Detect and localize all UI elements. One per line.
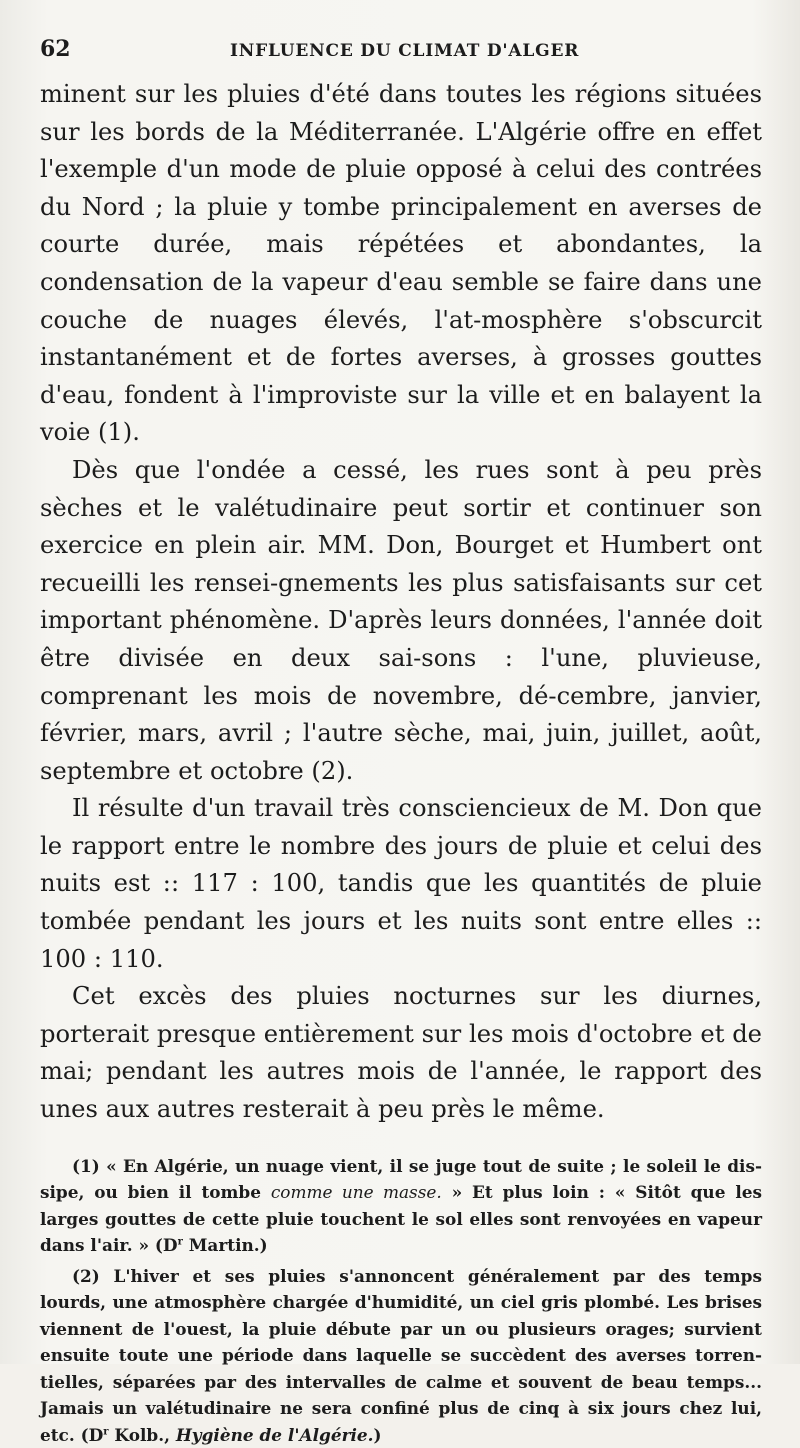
footnote-1-text-c: Martin.): [182, 1235, 268, 1256]
running-title: INFLUENCE DU CLIMAT D'ALGER: [230, 41, 580, 61]
body-text: [40, 76, 762, 1129]
page-header: [40, 36, 762, 70]
paragraph-3: Il résulte d'un travail très consciencieux de M. Don que le rapport entre le nombre des jours de pluie et celui des nuits est :: 117 : 100, tandis que les quantités de pluie tombée pendant les jours et les nuits sont entre elles :: 100 : 110.: [40, 794, 762, 973]
footnote-2-superscript: r: [103, 1426, 109, 1437]
footnote-2: [40, 1263, 762, 1448]
paragraph-4: Cet excès des pluies nocturnes sur les diurnes, porterait presque entièrement sur les mois d'octobre et de mai; pendant les autres mois de l'année, le rapport des unes aux autres resterait à peu près le même.: [40, 982, 762, 1124]
paragraph-2: Dès que l'ondée a cessé, les rues sont à peu près sèches et le valétudinaire peut sortir et continuer son exercice en plein air. MM. Don, Bourget et Humbert ont recueilli les rensei-gnements les plus satisfaisants sur cet important phénomène. D'après leurs données, l'année doit être divisée en deux sai-sons : l'une, pluvieuse, comprenant les mois de novembre, dé-cembre, janvier, février, mars, avril ; l'autre sèche, mai, juin, juillet, août, septembre et octobre (2).: [40, 455, 762, 785]
footnote-1-text-a: (1) « En Algérie, un nuage vient, il se juge tout de suite ; le soleil le dis-sipe, ou bien il tombe: [40, 1155, 762, 1203]
footnote-2-text-a: (2) L'hiver et ses pluies s'annoncent généralement par des temps lourds, une atmosphère chargée d'humidité, un ciel gris plombé. Les brises viennent de l'ouest, la pluie débute par un ou plusieurs orages; survient ensuite toute une période dans laquelle se succèdent des averses torren-tielles, séparées par des intervalles de calme et souvent de beau temps... Jamais un valétudinaire ne sera confiné plus de cinq à six jours chez lui, etc. (D: [40, 1265, 762, 1445]
footnote-2-text-b: Kolb.,: [108, 1424, 176, 1445]
page-number: 62: [40, 36, 71, 62]
footnotes: [40, 1153, 762, 1448]
paragraph-1: minent sur les pluies d'été dans toutes les régions situées sur les bords de la Méditerranée. L'Algérie offre en effet l'exemple d'un mode de pluie opposé à celui des contrées du Nord ; la pluie y tombe principalement en averses de courte durée, mais répétées et abondantes, la condensation de la vapeur d'eau semble se faire dans une couche de nuages élevés, l'at-mosphère s'obscurcit instantanément et de fortes averses, à grosses gouttes d'eau, fondent à l'improviste sur la ville et en balayent la voie (1).: [40, 80, 762, 447]
footnote-1-text-b: » Et plus loin : « Sitôt que les larges gouttes de cette pluie touchent le sol elles sont renvoyées en vapeur dans l'air. » (D: [40, 1182, 762, 1256]
footnote-1-italic: comme une masse.: [270, 1182, 442, 1203]
footnote-2-italic: Hygiène de l'Algérie.: [175, 1424, 374, 1445]
footnote-2-text-c: ): [373, 1424, 382, 1445]
footnote-1: [40, 1153, 762, 1259]
footnote-1-superscript: r: [177, 1236, 183, 1248]
